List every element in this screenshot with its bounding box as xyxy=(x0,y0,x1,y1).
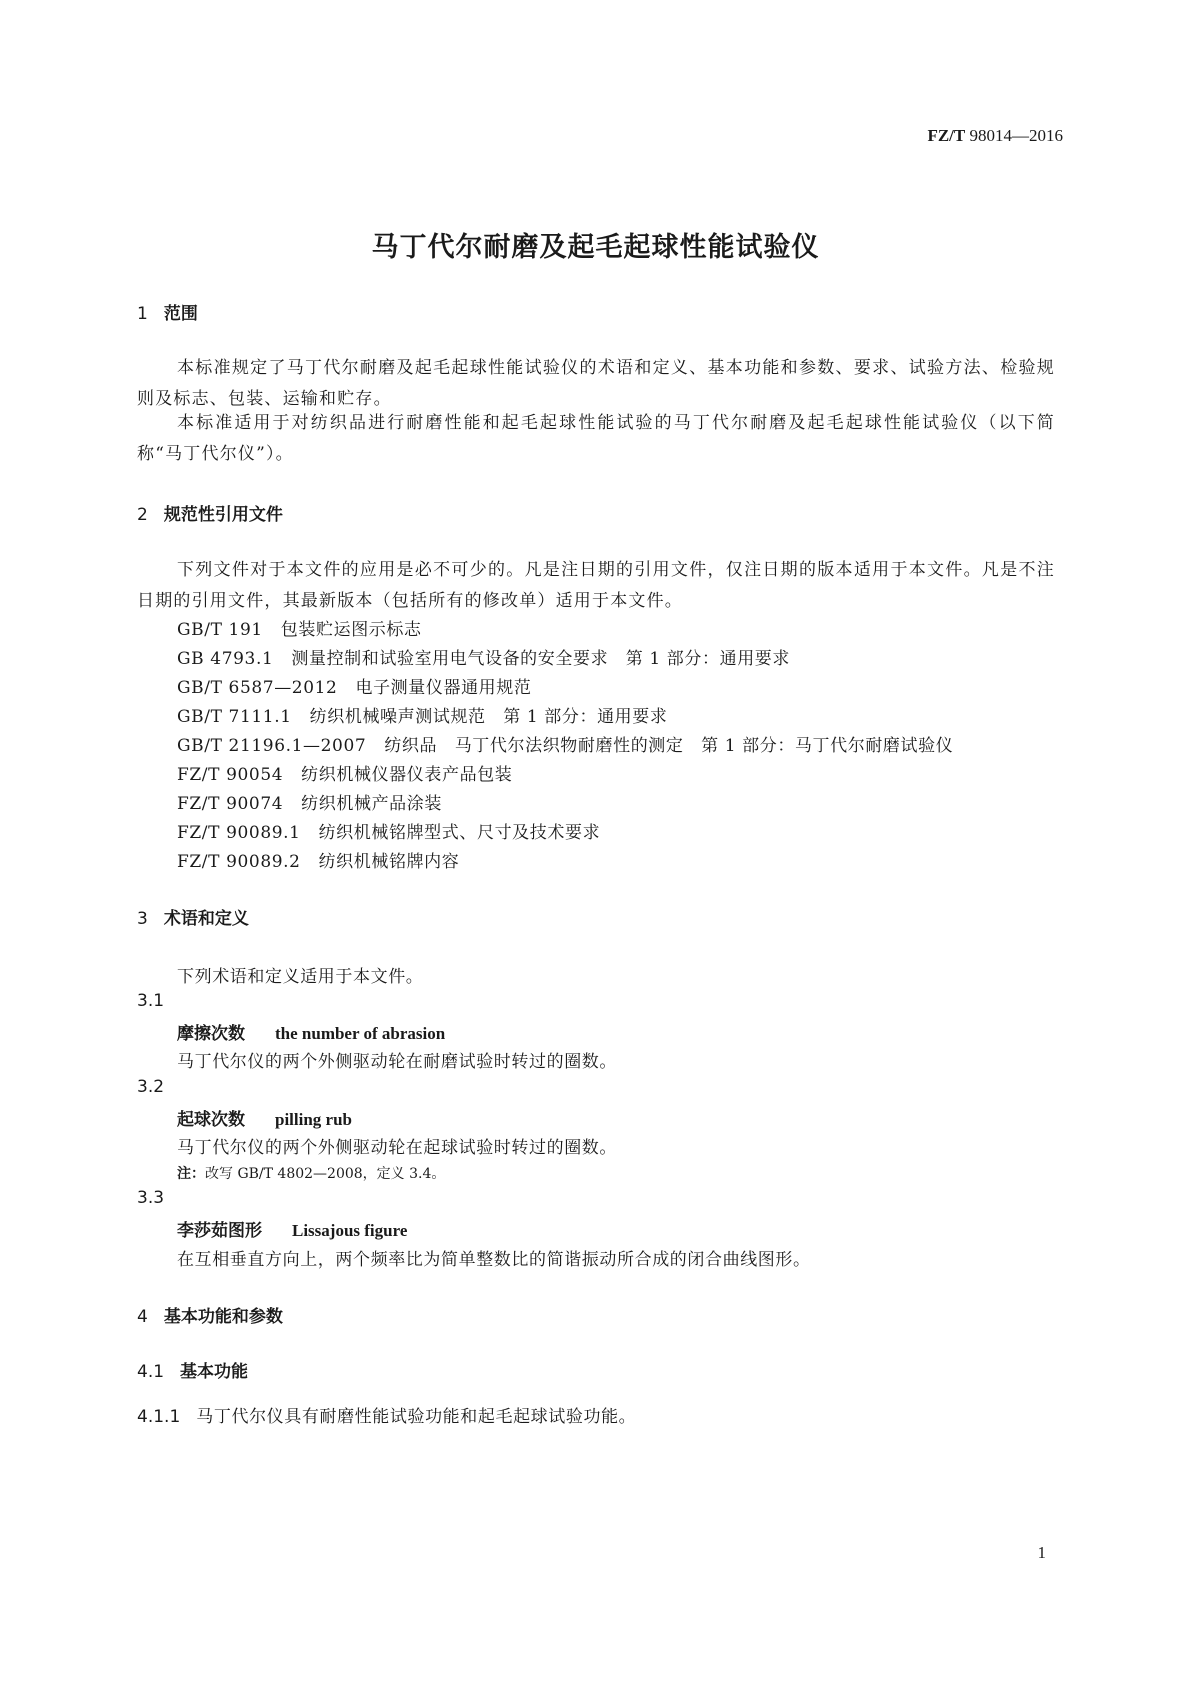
reference-code: GB/T 6587—2012 xyxy=(177,678,338,698)
reference-item xyxy=(177,702,667,727)
scope-paragraph-1: 本标准规定了马丁代尔耐磨及起毛起球性能试验仪的术语和定义、基本功能和参数、要求、试验方法、检验规则及标志、包装、运输和贮存。 xyxy=(137,358,1055,409)
scope-paragraph-2: 本标准适用于对纺织品进行耐磨性能和起毛起球性能试验的马丁代尔耐磨及起毛起球性能试验仪（以下简称“马丁代尔仪”）。 xyxy=(137,413,1055,464)
section-title: 范围 xyxy=(163,304,198,324)
page-number: 1 xyxy=(1037,1543,1046,1562)
term-heading xyxy=(177,1019,445,1044)
term-number: 3.1 xyxy=(137,991,165,1011)
section-3-heading xyxy=(137,904,249,929)
term-heading xyxy=(177,1216,407,1241)
reference-title: 纺织机械产品涂装 xyxy=(301,794,442,814)
reference-title: 纺织品 马丁代尔法织物耐磨性的测定 第 1 部分：马丁代尔耐磨试验仪 xyxy=(384,736,954,756)
term-heading xyxy=(177,1105,352,1130)
term-definition: 马丁代尔仪的两个外侧驱动轮在耐磨试验时转过的圈数。 xyxy=(177,1052,617,1072)
reference-code: GB/T 191 xyxy=(177,620,263,640)
document-number-value: 98014—2016 xyxy=(965,126,1063,145)
reference-title: 纺织机械铭牌型式、尺寸及技术要求 xyxy=(318,823,601,843)
reference-title: 纺织机械铭牌内容 xyxy=(318,852,460,872)
reference-title: 纺织机械噪声测试规范 第 1 部分：通用要求 xyxy=(309,707,668,727)
reference-item xyxy=(177,847,459,872)
section-number: 1 xyxy=(137,304,148,324)
section-title: 术语和定义 xyxy=(163,909,249,929)
terms-intro: 下列术语和定义适用于本文件。 xyxy=(177,967,424,987)
reference-title: 包装贮运图示标志 xyxy=(280,620,422,640)
reference-item xyxy=(177,760,512,785)
reference-item xyxy=(177,818,600,843)
section-2-heading xyxy=(137,500,283,525)
term-chinese: 摩擦次数 xyxy=(177,1024,245,1044)
subsection-title: 基本功能 xyxy=(180,1362,249,1382)
clause-text: 马丁代尔仪具有耐磨性能试验功能和起毛起球试验功能。 xyxy=(196,1407,637,1427)
reference-code: FZ/T 90054 xyxy=(177,765,284,785)
term-number: 3.3 xyxy=(137,1188,165,1208)
references-intro: 下列文件对于本文件的应用是必不可少的。凡是注日期的引用文件，仅注日期的版本适用于本文件。凡是不注日期的引用文件，其最新版本（包括所有的修改单）适用于本文件。 xyxy=(137,560,1055,611)
term-chinese: 起球次数 xyxy=(177,1110,245,1130)
document-number xyxy=(927,126,1063,146)
reference-item xyxy=(177,789,442,814)
term-english: the number of abrasion xyxy=(275,1024,446,1043)
reference-code: GB/T 21196.1—2007 xyxy=(177,736,367,756)
section-number: 4 xyxy=(137,1307,148,1327)
reference-code: GB/T 7111.1 xyxy=(177,707,292,727)
reference-code: GB 4793.1 xyxy=(177,649,274,669)
reference-code: FZ/T 90089.1 xyxy=(177,823,301,843)
clause-4-1-1 xyxy=(137,1402,636,1427)
note-label: 注： xyxy=(177,1166,205,1182)
clause-number: 4.1.1 xyxy=(137,1407,181,1427)
reference-title: 电子测量仪器通用规范 xyxy=(355,678,532,698)
reference-item xyxy=(177,731,953,756)
reference-title: 纺织机械仪器仪表产品包装 xyxy=(301,765,513,785)
reference-title: 测量控制和试验室用电气设备的安全要求 第 1 部分：通用要求 xyxy=(291,649,790,669)
subsection-number: 4.1 xyxy=(137,1362,165,1382)
reference-item xyxy=(177,673,531,698)
document-number-prefix: FZ/T xyxy=(927,126,966,145)
reference-item xyxy=(177,644,790,669)
section-1-heading xyxy=(137,299,198,324)
term-definition: 在互相垂直方向上，两个频率比为简单整数比的简谐振动所合成的闭合曲线图形。 xyxy=(177,1250,811,1270)
section-number: 2 xyxy=(137,505,148,525)
term-english: pilling rub xyxy=(275,1110,353,1129)
subsection-4-1-heading xyxy=(137,1357,248,1382)
section-4-heading xyxy=(137,1302,283,1327)
note-text: 改写 GB/T 4802—2008，定义 3.4。 xyxy=(205,1166,446,1182)
reference-code: FZ/T 90089.2 xyxy=(177,852,301,872)
section-number: 3 xyxy=(137,909,148,929)
term-note xyxy=(177,1163,445,1183)
section-title: 基本功能和参数 xyxy=(163,1307,283,1327)
term-english: Lissajous figure xyxy=(292,1221,408,1240)
section-title: 规范性引用文件 xyxy=(163,505,283,525)
term-definition: 马丁代尔仪的两个外侧驱动轮在起球试验时转过的圈数。 xyxy=(177,1138,617,1158)
document-title: 马丁代尔耐磨及起毛起球性能试验仪 xyxy=(371,232,820,263)
term-number: 3.2 xyxy=(137,1077,165,1097)
reference-code: FZ/T 90074 xyxy=(177,794,284,814)
reference-item xyxy=(177,615,422,640)
term-chinese: 李莎茹图形 xyxy=(177,1221,262,1241)
